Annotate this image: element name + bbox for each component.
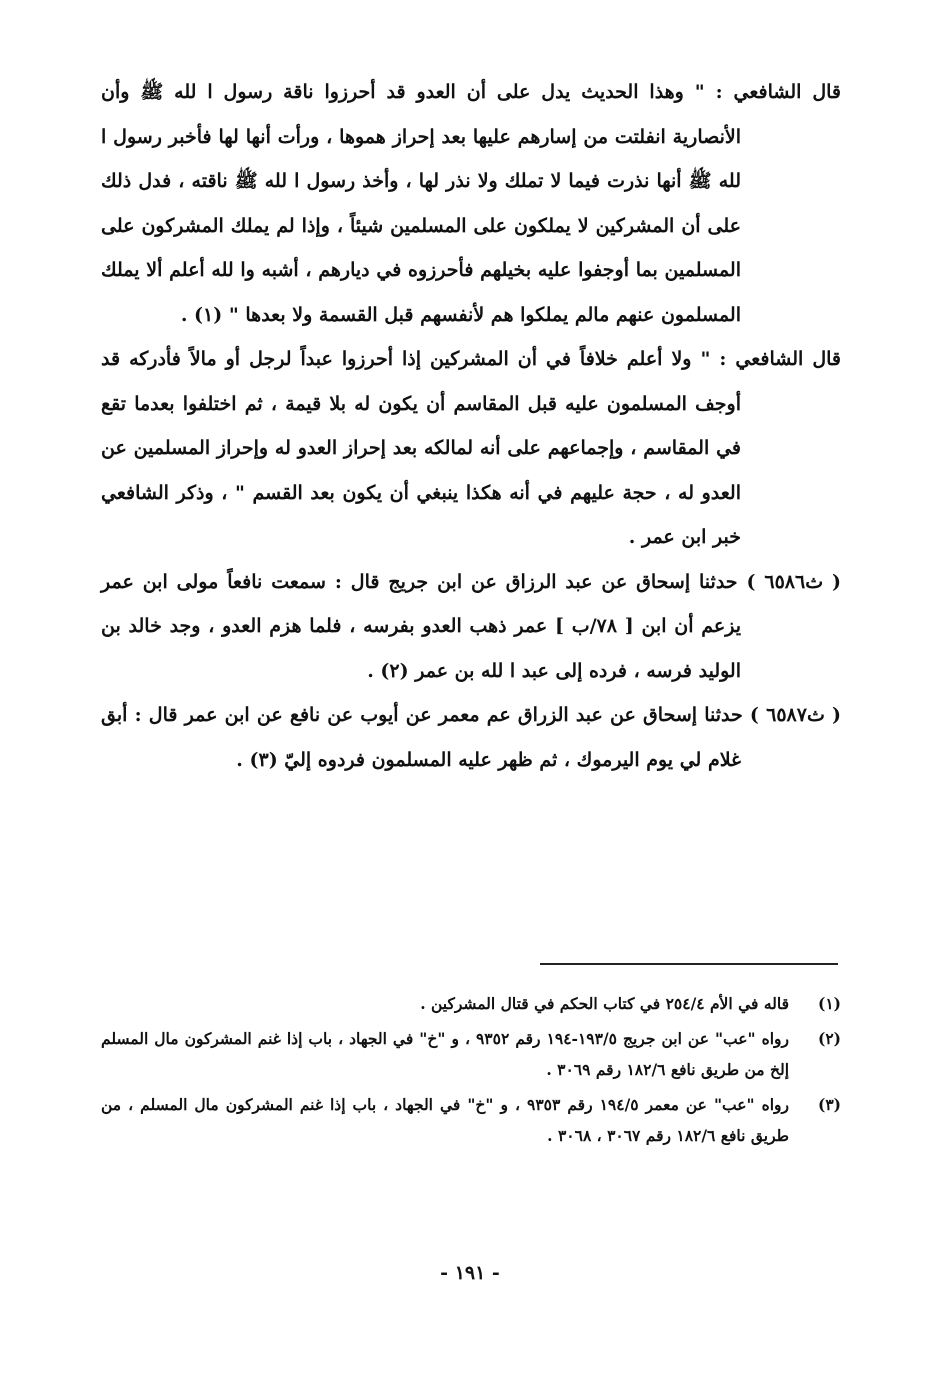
footnote-number: (٣)	[817, 1095, 841, 1114]
paragraph-shafii-quote-2: قال الشافعي : " ولا أعلم خلافاً في أن المشركين إذا أحرزوا عبداً لرجل أو مالاً فأدركه قد أوجف المسلمون عليه قبل المقاسم أن يكون له بلا قيمة ، ثم اختلفوا بعدما تقع في المقاسم ، وإجماعهم على أنه لمالكه بعد إحراز العدو له وإحراز المسلمين عن العدو له ، حجة عليهم في أنه هكذا ينبغي أن يكون بعد القسم " ، وذكر الشافعي خبر ابن عمر .	[101, 348, 841, 548]
paragraph-athar-6586: ( ث٦٥٨٦ ) حدثنا إسحاق عن عبد الرزاق عن ابن جريج قال : سمعت نافعاً مولى ابن عمر يزعم أن ابن [ ٧٨/ب ] عمر ذهب العدو بفرسه ، فلما هزم العدو ، وجد خالد بن الوليد فرسه ، فرده إلى عبد ا لله بن عمر (٢) .	[101, 570, 841, 682]
main-text	[101, 70, 841, 782]
footnote-3	[101, 1089, 841, 1151]
footnote-text: قاله في الأم ٢٥٤/٤ في كتاب الحكم في قتال المشركين .	[420, 994, 789, 1013]
footnote-number: (٢)	[817, 1029, 841, 1048]
footnote-text: رواه "عب" عن معمر ١٩٤/٥ رقم ٩٣٥٣ ، و "خ" في الجهاد ، باب إذا غنم المشركون مال المسلم ، من طريق نافع ١٨٢/٦ رقم ٣٠٦٧ ، ٣٠٦٨ .	[101, 1095, 789, 1145]
footnote-2	[101, 1023, 841, 1085]
footnote-divider	[540, 963, 838, 965]
paragraph-shafii-quote-1: قال الشافعي : " وهذا الحديث يدل على أن العدو قد أحرزوا ناقة رسول ا لله ﷺ وأن الأنصارية انفلتت من إسارهم عليها بعد إحراز هموها ، ورأت أنها لها فأخبر رسول ا لله ﷺ أنها نذرت فيما لا تملك ولا نذر لها ، وأخذ رسول ا لله ﷺ ناقته ، فدل ذلك على أن المشركين لا يملكون على المسلمين شيئاً ، وإذا لم يملك المشركون على المسلمين بما أوجفوا عليه بخيلهم فأحرزوه في ديارهم ، أشبه وا لله أعلم ألا يملك المسلمون عنهم مالم يملكوا هم لأنفسهم قبل القسمة ولا بعدها " (١) .	[101, 81, 841, 326]
page-number: - ١٩١ -	[440, 1262, 500, 1284]
footnote-number: (١)	[817, 994, 841, 1013]
footnote-1	[101, 988, 841, 1019]
footnotes	[101, 988, 841, 1155]
paragraph-athar-6587: ( ث٦٥٨٧ ) حدثنا إسحاق عن عبد الزراق عم معمر عن أيوب عن نافع عن ابن عمر قال : أبق غلام لي يوم اليرموك ، ثم ظهر عليه المسلمون فردوه إليّ (٣) .	[101, 704, 841, 771]
footnote-text: رواه "عب" عن ابن جريج ١٩٣/٥-١٩٤ رقم ٩٣٥٢ ، و "خ" في الجهاد ، باب إذا غنم المشركون مال المسلم إلخ من طريق نافع ١٨٢/٦ رقم ٣٠٦٩ .	[101, 1029, 790, 1079]
